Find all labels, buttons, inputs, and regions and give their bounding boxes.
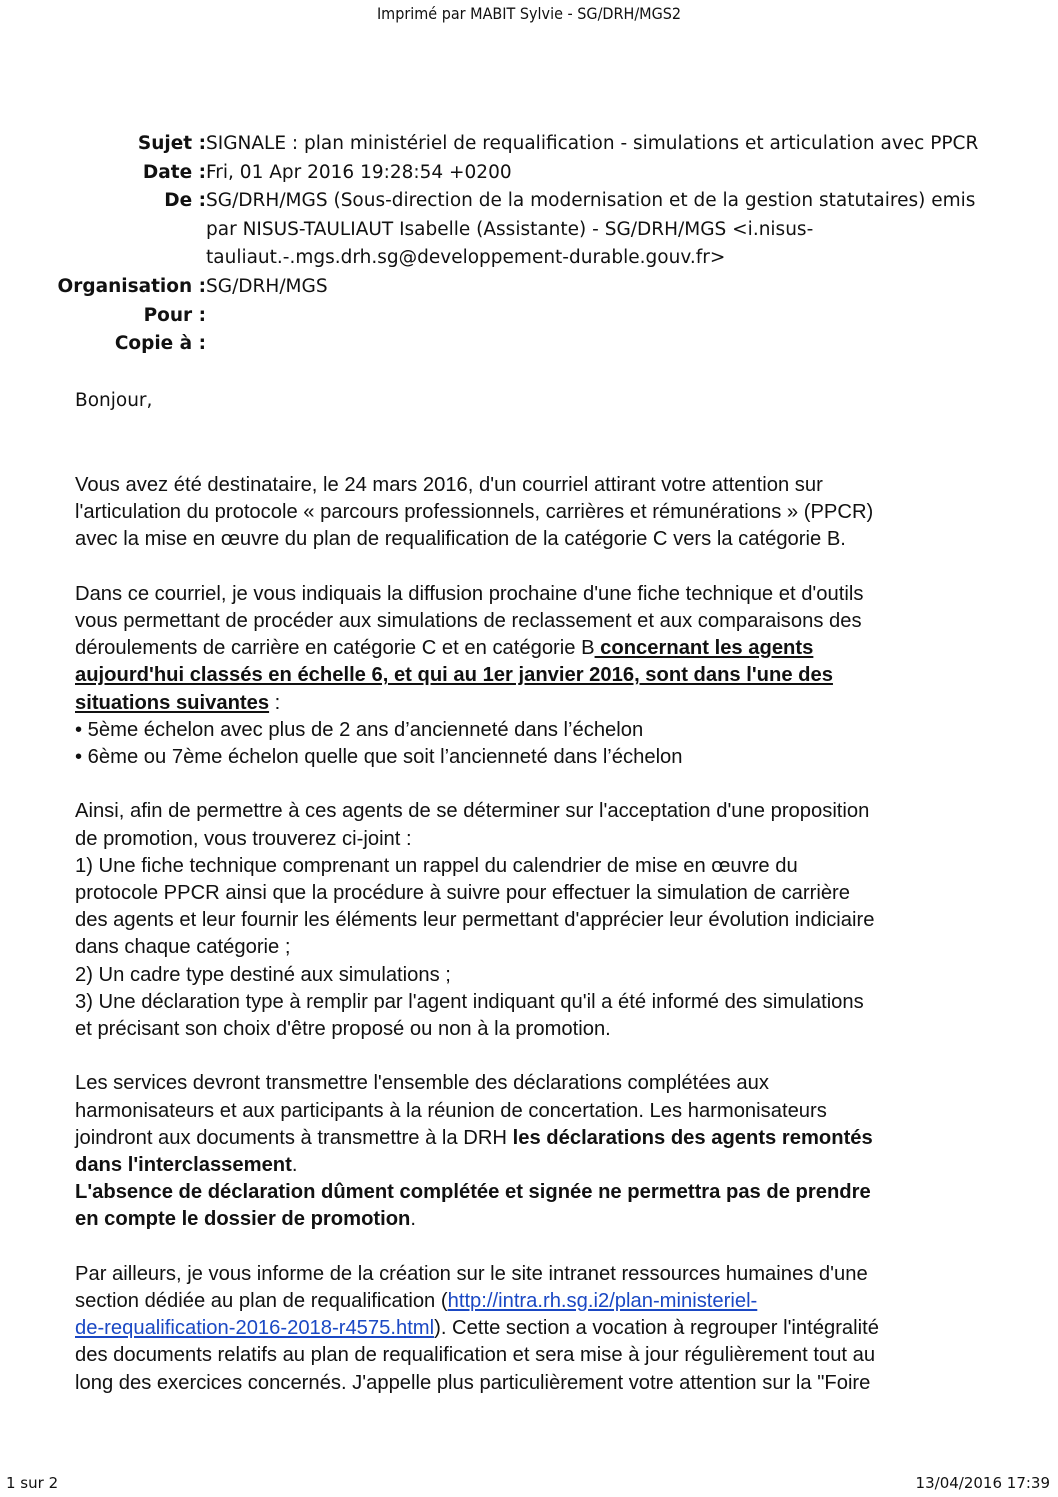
text-line: Dans ce courriel, je vous indiquais la diffusion prochaine d'une fiche technique et d'outils <box>75 582 864 605</box>
text-line: Les services devront transmettre l'ensemble des déclarations complétées aux <box>75 1072 769 1095</box>
organisation-row <box>0 273 1058 302</box>
text-line: dans chaque catégorie ; <box>75 936 291 959</box>
text-line: déroulements de carrière en catégorie C et en catégorie B <box>75 637 595 660</box>
subject-row <box>0 130 1058 159</box>
emphasis-text: les déclarations des agents remontés <box>512 1126 873 1149</box>
link-text[interactable]: de-requalification-2016-2018-r4575.html <box>75 1317 435 1340</box>
from-line-3: tauliaut.-.mgs.drh.sg@developpement-durable.gouv.fr> <box>206 247 726 269</box>
emphasis-text: aujourd'hui classés en échelle 6, et qui au 1er janvier 2016, sont dans l'une des <box>75 664 833 687</box>
paragraph-2 <box>75 581 995 771</box>
list-item: 3) Une déclaration type à remplir par l'agent indiquant qu'il a été informé des simulations <box>75 990 864 1013</box>
bullet-item: • 6ème ou 7ème échelon quelle que soit l’ancienneté dans l’échelon <box>75 746 683 769</box>
email-metadata <box>0 130 1058 359</box>
paragraph-5 <box>75 1261 995 1397</box>
date-label: Date : <box>142 161 206 183</box>
emphasis-text: en compte le dossier de promotion <box>75 1208 411 1231</box>
to-row <box>0 302 1058 331</box>
to-label: Pour : <box>143 304 206 326</box>
print-header: Imprimé par MABIT Sylvie - SG/DRH/MGS2 <box>376 4 682 23</box>
from-row <box>0 187 1058 273</box>
page-number: 1 sur 2 <box>6 1474 59 1492</box>
date-row <box>0 159 1058 188</box>
paragraph-1 <box>75 472 995 554</box>
print-timestamp: 13/04/2016 17:39 <box>915 1474 1050 1492</box>
subject-value: SIGNALE : plan ministériel de requalification - simulations et articulation avec PPCR <box>206 133 979 154</box>
from-label: De : <box>164 190 206 212</box>
cc-label: Copie à : <box>114 333 206 355</box>
text-line: joindront aux documents à transmettre à la DRH <box>75 1126 513 1149</box>
from-value <box>206 187 986 273</box>
cc-row <box>0 330 1058 359</box>
text-line: de promotion, vous trouverez ci-joint : <box>75 827 412 850</box>
text-line: des agents et leur fournir les éléments leur permettant d'apprécier leur évolution indiciaire <box>75 909 875 932</box>
subject-label: Sujet : <box>137 133 206 154</box>
message-body <box>75 472 995 1397</box>
text-line: des documents relatifs au plan de requalification et sera mise à jour régulièrement tout au <box>75 1344 876 1367</box>
text-line: long des exercices concernés. J'appelle plus particulièrement votre attention sur la "Foire <box>75 1371 871 1394</box>
text-line: Ainsi, afin de permettre à ces agents de se déterminer sur l'acceptation d'une proposition <box>75 800 870 823</box>
text-line: vous permettant de procéder aux simulations de reclassement et aux comparaisons des <box>75 610 862 632</box>
text-line: Par ailleurs, je vous informe de la création sur le site intranet ressources humaines d'une <box>75 1262 868 1285</box>
emphasis-text: dans l'interclassement <box>75 1154 292 1177</box>
paragraph-3 <box>75 798 995 1043</box>
emphasis-text: concernant les agents <box>594 637 814 660</box>
date-value: Fri, 01 Apr 2016 19:28:54 +0200 <box>206 161 512 183</box>
from-line-2: par NISUS-TAULIAUT Isabelle (Assistante) - SG/DRH/MGS <i.nisus- <box>206 218 814 240</box>
from-line-1: SG/DRH/MGS (Sous-direction de la modernisation et de la gestion statutaires) emis <box>206 190 976 212</box>
text-line: Vous avez été destinataire, le 24 mars 2016, d'un courriel attirant votre attention sur <box>75 474 823 496</box>
organisation-label: Organisation : <box>57 275 206 297</box>
greeting: Bonjour, <box>75 390 153 411</box>
emphasis-text: L'absence de déclaration dûment complétée et signée ne permettra pas de prendre <box>75 1181 871 1204</box>
text-line: harmonisateurs et aux participants à la réunion de concertation. Les harmonisateurs <box>75 1099 827 1122</box>
text-line: . <box>410 1208 416 1231</box>
link-text[interactable]: http://intra.rh.sg.i2/plan-ministeriel- <box>447 1290 758 1313</box>
list-item: 1) Une fiche technique comprenant un rappel du calendrier de mise en œuvre du <box>75 854 798 877</box>
text-line: : <box>269 691 281 714</box>
bullet-item: • 5ème échelon avec plus de 2 ans d’ancienneté dans l’échelon <box>75 718 644 741</box>
text-line: et précisant son choix d'être proposé ou non à la promotion. <box>75 1018 611 1041</box>
list-item: 2) Un cadre type destiné aux simulations ; <box>75 963 451 986</box>
cc-value <box>206 330 986 359</box>
text-line: protocole PPCR ainsi que la procédure à suivre pour effectuer la simulation de carrière <box>75 882 851 905</box>
text-line: l'articulation du protocole « parcours professionnels, carrières et rémunérations » (PPCR) <box>75 501 874 524</box>
organisation-value: SG/DRH/MGS <box>206 275 328 297</box>
text-line: avec la mise en œuvre du plan de requalification de la catégorie C vers la catégorie B. <box>75 528 846 551</box>
text-line: ). Cette section a vocation à regrouper l'intégralité <box>434 1317 879 1340</box>
text-line: section dédiée au plan de requalification ( <box>75 1290 448 1313</box>
emphasis-text: situations suivantes <box>75 691 270 714</box>
text-line: . <box>291 1154 298 1177</box>
to-value <box>206 302 986 331</box>
paragraph-4 <box>75 1070 995 1233</box>
